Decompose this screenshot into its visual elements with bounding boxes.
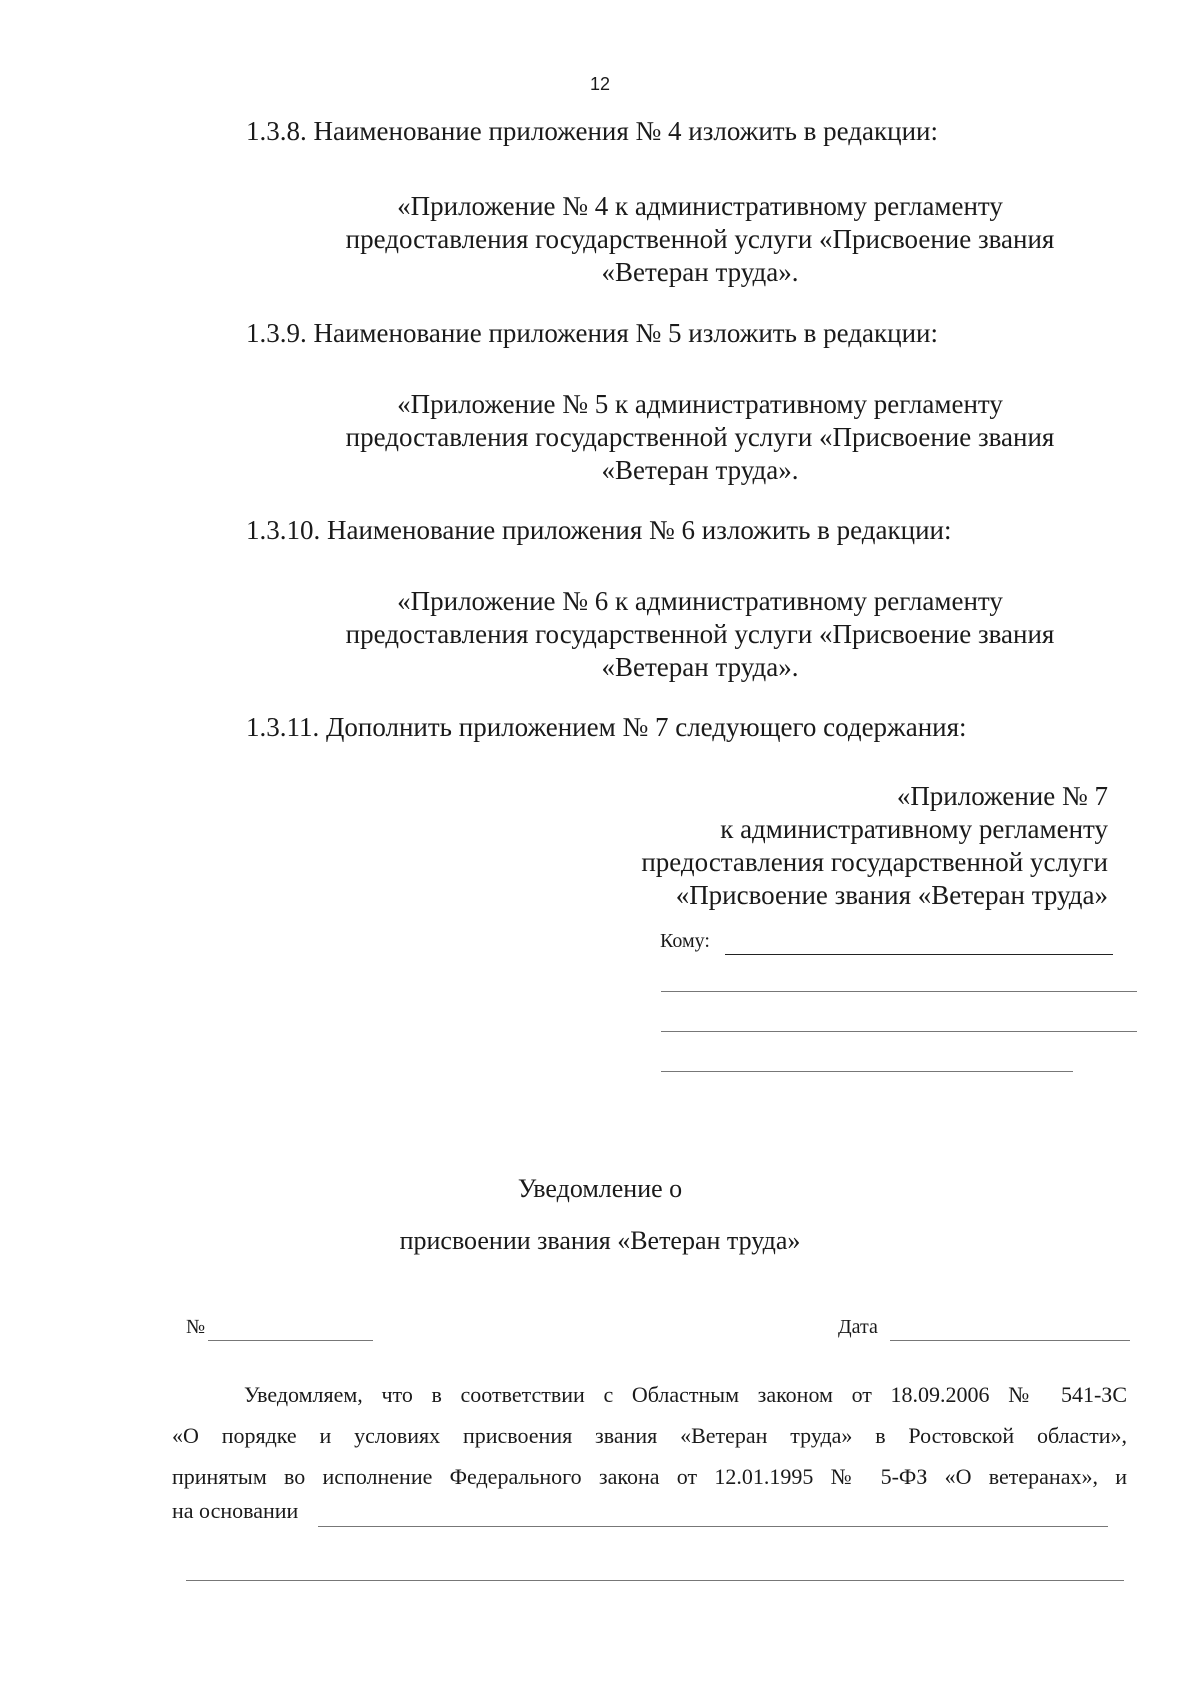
attachment-header-line: к административному регламенту [720, 814, 1108, 844]
to-label: Кому: [660, 930, 710, 952]
notice-body [172, 1374, 1127, 1497]
quote-line: «Ветеран труда». [601, 257, 799, 287]
to-field-line-2 [661, 991, 1137, 992]
quote-line: «Приложение № 6 к административному регламенту [397, 586, 1003, 616]
basis-field-line-1 [318, 1526, 1108, 1527]
page-number: 12 [589, 74, 611, 94]
attachment-header-line: «Приложение № 7 [896, 781, 1108, 811]
date-field-line [890, 1340, 1130, 1341]
body-line: принятым во исполнение Федерального закона от 12.01.1995 № 5-ФЗ «О ветеранах», и [172, 1464, 1127, 1489]
quote-line: предоставления государственной услуги «Присвоение звания [345, 224, 1055, 254]
attachment-header-line: «Присвоение звания «Ветеран труда» [675, 880, 1108, 910]
quote-line: предоставления государственной услуги «Присвоение звания [345, 422, 1055, 452]
item-1-3-10-heading: 1.3.10. Наименование приложения № 6 изложить в редакции: [246, 515, 952, 545]
date-label: Дата [838, 1316, 878, 1338]
number-field-line [208, 1340, 373, 1341]
item-1-3-10-quote [300, 585, 1100, 684]
item-1-3-9-quote [300, 388, 1100, 487]
basis-label: на основании [172, 1498, 299, 1523]
item-1-3-8-quote [300, 190, 1100, 289]
notice-title-line-1: Уведомление о [517, 1174, 683, 1203]
quote-line: «Ветеран труда». [601, 652, 799, 682]
attachment-header [641, 780, 1108, 912]
to-field-line-3 [661, 1031, 1137, 1032]
to-field-line-4 [661, 1071, 1073, 1072]
body-line: Уведомляем, что в соответствии с Областным законом от 18.09.2006 № 541-ЗС [244, 1382, 1127, 1407]
item-1-3-9-heading: 1.3.9. Наименование приложения № 5 изложить в редакции: [246, 318, 938, 348]
attachment-header-line: предоставления государственной услуги [641, 847, 1108, 877]
item-1-3-11-heading: 1.3.11. Дополнить приложением № 7 следующего содержания: [246, 712, 967, 742]
body-line: «О порядке и условиях присвоения звания «Ветеран труда» в Ростовской области», [172, 1423, 1127, 1448]
basis-field-line-2 [186, 1580, 1124, 1581]
quote-line: «Ветеран труда». [601, 455, 799, 485]
quote-line: «Приложение № 4 к административному регламенту [397, 191, 1003, 221]
item-1-3-8-heading: 1.3.8. Наименование приложения № 4 изложить в редакции: [246, 116, 938, 146]
to-field-line-1 [725, 954, 1113, 955]
quote-line: «Приложение № 5 к административному регламенту [397, 389, 1003, 419]
notice-title-line-2: присвоении звания «Ветеран труда» [399, 1226, 801, 1255]
quote-line: предоставления государственной услуги «Присвоение звания [345, 619, 1055, 649]
number-label: № [186, 1316, 206, 1338]
